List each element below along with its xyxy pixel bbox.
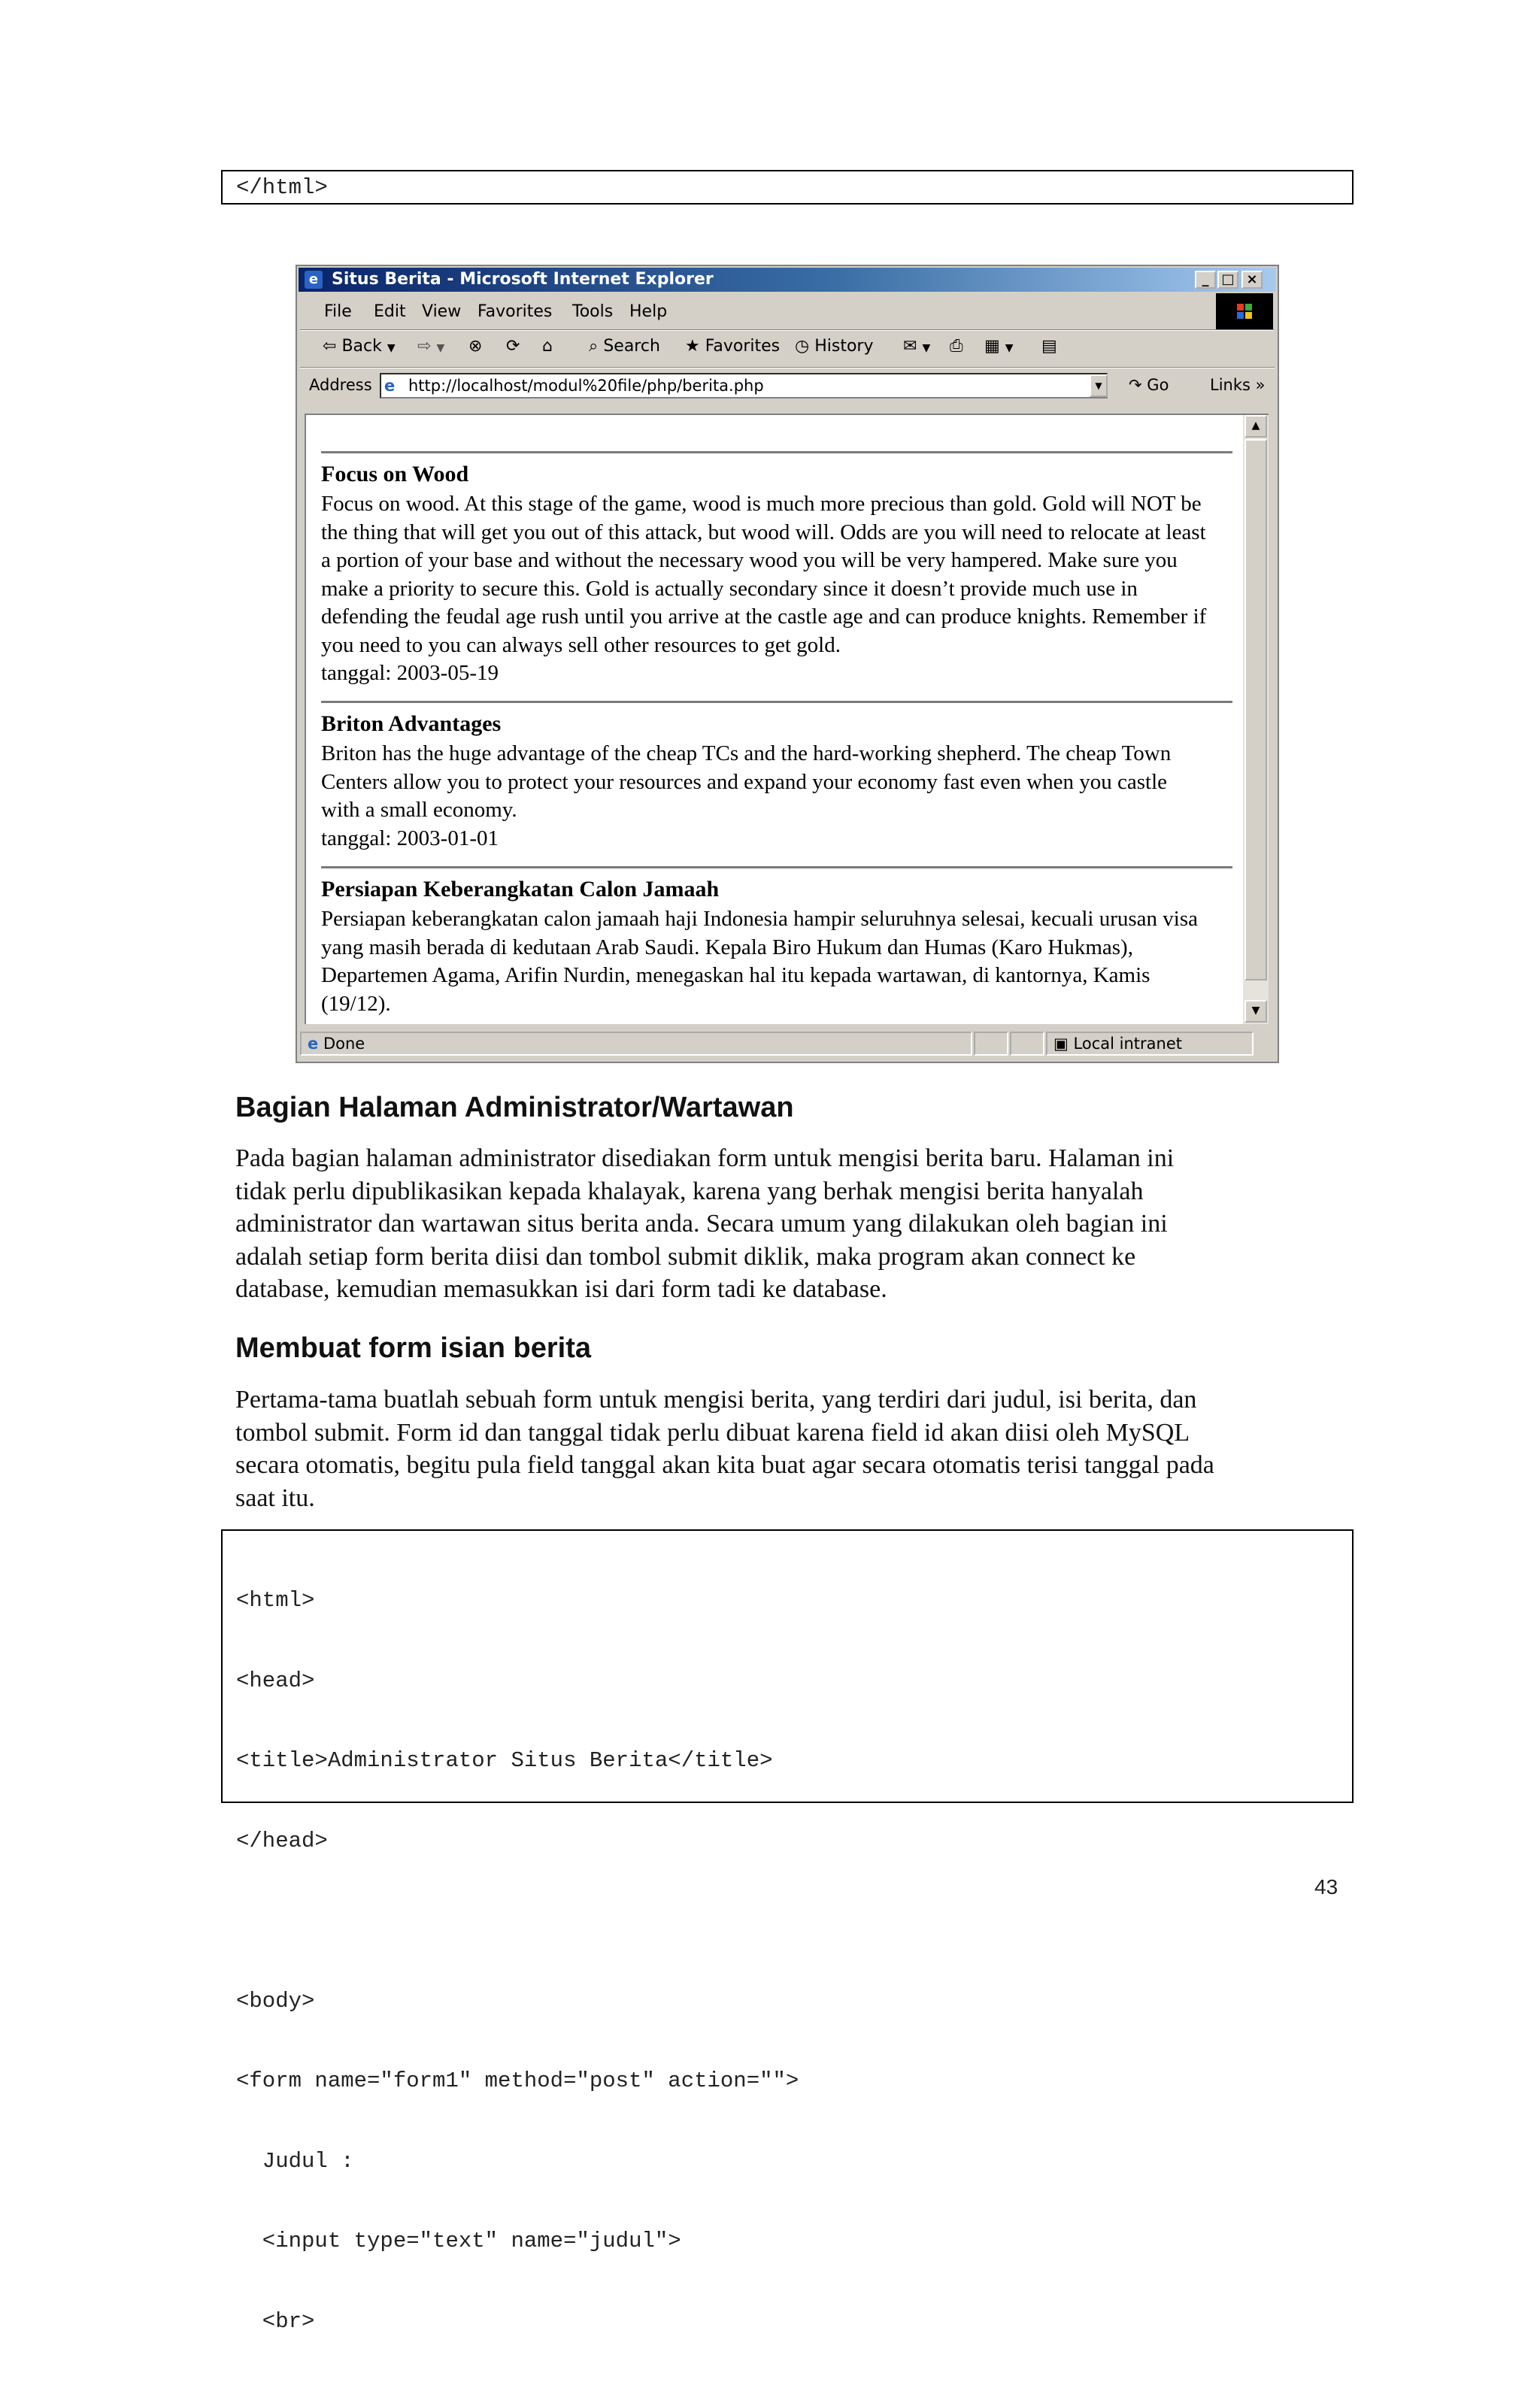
news-line: Briton has the huge advantage of the cheap TCs and the hard-working shepherd. The cheap Town	[321, 741, 1172, 765]
divider	[321, 451, 1232, 453]
divider	[321, 866, 1232, 868]
news-line: (19/12).	[321, 991, 391, 1016]
paragraph	[235, 1383, 1363, 1514]
windows-logo-icon	[1216, 293, 1273, 331]
go-label: Go	[1147, 376, 1169, 394]
news-title: Briton Advantages	[321, 711, 502, 736]
status-bar	[299, 1029, 1276, 1060]
page-icon: e	[308, 1035, 319, 1053]
code-line: <br>	[236, 2308, 315, 2334]
search-label: Search	[603, 337, 660, 356]
links-button[interactable]	[1210, 376, 1266, 394]
code-line: <head>	[236, 1668, 315, 1693]
text-line: administrator dan wartawan situs berita anda. Secara umum yang dilakukan oleh bagian ini	[235, 1210, 1168, 1238]
print-icon[interactable]: ⎙	[950, 337, 963, 356]
window-title: Situs Berita - Microsoft Internet Explorer	[332, 270, 714, 289]
toolbar	[302, 332, 1273, 365]
code-line: Judul :	[236, 2148, 354, 2174]
code-block-top	[221, 170, 1354, 205]
text-line: saat itu.	[235, 1483, 315, 1512]
text-line: secara otomatis, begitu pula field tanggal akan kita buat agar secara otomatis terisi tanggal pada	[235, 1451, 1214, 1479]
history-button[interactable]	[795, 337, 873, 356]
page-content	[305, 414, 1243, 1024]
news-line: the thing that will get you out of this attack, but wood will. Odds are you will need to relocate at least	[321, 520, 1206, 544]
stop-icon[interactable]: ⊗	[468, 337, 483, 356]
links-label: Links	[1210, 376, 1250, 394]
scroll-up-icon[interactable]: ▲	[1244, 415, 1267, 438]
discuss-icon[interactable]: ▤	[1041, 337, 1057, 356]
menu-tools[interactable]: Tools	[572, 302, 614, 321]
code-content	[236, 1534, 799, 2388]
news-line: Departemen Agama, Arifin Nurdin, menegaskan hal itu kepada wartawan, di kantornya, Kamis	[321, 963, 1150, 987]
back-arrow-icon: ⇦	[323, 337, 337, 356]
news-date: tanggal: 2003-01-01	[321, 826, 499, 850]
back-button[interactable]	[323, 337, 396, 356]
search-icon: ⌕	[589, 337, 599, 356]
divider	[300, 329, 1275, 331]
address-label: Address	[309, 376, 372, 394]
minimize-button[interactable]: _	[1195, 271, 1216, 289]
text-line: Pertama-tama buatlah sebuah form untuk mengisi berita, yang terdiri dari judul, isi berita, dan	[235, 1386, 1197, 1414]
close-button[interactable]: ×	[1241, 271, 1263, 289]
code-line: </head>	[236, 1828, 328, 1853]
divider	[321, 701, 1232, 703]
news-body	[321, 905, 1238, 1018]
url-text: http://localhost/modul%20file/php/berita.php	[408, 377, 764, 395]
code-line: <html>	[236, 1588, 315, 1613]
refresh-icon[interactable]: ⟳	[506, 337, 520, 356]
section-heading: Bagian Halaman Administrator/Wartawan	[235, 1092, 794, 1123]
browser-window	[296, 265, 1279, 1063]
go-button[interactable]	[1129, 376, 1169, 394]
paragraph	[235, 1142, 1363, 1306]
go-arrow-icon: ↷	[1129, 376, 1142, 394]
zone-label: Local intranet	[1073, 1035, 1182, 1053]
text-line: tombol submit. Form id dan tanggal tidak perlu dibuat karena field id akan diisi oleh MySQL	[235, 1418, 1190, 1447]
status-cell	[974, 1032, 1008, 1056]
news-body	[321, 490, 1238, 688]
news-body	[321, 740, 1238, 853]
back-label: Back	[341, 337, 382, 356]
status-text	[300, 1032, 972, 1056]
maximize-button[interactable]: □	[1217, 271, 1238, 289]
code-line: </html>	[236, 175, 328, 200]
history-icon: ◷	[795, 337, 810, 356]
news-line: Persiapan keberangkatan calon jamaah haji Indonesia hampir seluruhnya selesai, kecuali urusan visa	[321, 907, 1199, 931]
code-line	[236, 1908, 799, 1935]
favorites-label: Favorites	[705, 337, 781, 356]
address-bar	[302, 370, 1273, 402]
chevron-right-icon: »	[1255, 376, 1266, 394]
page-icon: e	[384, 377, 396, 395]
home-icon[interactable]: ⌂	[542, 337, 553, 356]
intranet-icon: ▣	[1053, 1035, 1069, 1053]
section-heading: Membuat form isian berita	[235, 1332, 591, 1364]
news-line: yang masih berada di kedutaan Arab Saudi. Kepala Biro Hukum dan Humas (Karo Hukmas),	[321, 935, 1133, 959]
menu-help[interactable]: Help	[629, 302, 668, 321]
zone-indicator	[1046, 1032, 1254, 1056]
text-line: adalah setiap form berita diisi dan tombol submit diklik, maka program akan connect ke	[235, 1242, 1136, 1271]
status-cell	[1010, 1032, 1044, 1056]
scroll-down-icon[interactable]: ▼	[1244, 1000, 1267, 1023]
text-line: tidak perlu dipublikasikan kepada khalayak, karena yang berhak mengisi berita hanyalah	[235, 1177, 1144, 1205]
news-line: you need to you can always sell other resources to get gold.	[321, 632, 841, 657]
ie-logo-icon: e	[305, 271, 323, 289]
divider	[300, 367, 1275, 368]
news-date: tanggal: 2003-05-19	[321, 661, 499, 685]
address-input[interactable]	[380, 373, 1108, 399]
favorites-button[interactable]	[685, 337, 780, 356]
page-number: 43	[1314, 1875, 1338, 1899]
title-bar	[299, 268, 1276, 292]
news-line: Focus on wood. At this stage of the game, wood is much more precious than gold. Gold will NOT be	[321, 492, 1202, 516]
news-line: defending the feudal age rush until you arrive at the castle age and can produce knights. Remember if	[321, 605, 1207, 629]
text-line: Pada bagian halaman administrator disediakan form untuk mengisi berita baru. Halaman ini	[235, 1144, 1175, 1172]
vertical-scrollbar[interactable]	[1243, 414, 1269, 1024]
menu-view[interactable]: View	[422, 302, 462, 321]
news-line: a portion of your base and without the necessary wood you will be very hampered. Make sure you	[321, 548, 1178, 572]
dropdown-arrow-icon: ▼	[387, 342, 396, 354]
menu-edit[interactable]: Edit	[374, 302, 406, 321]
news-line: Centers allow you to protect your resources and expand your economy fast even when you castle	[321, 769, 1168, 794]
scroll-thumb[interactable]	[1244, 439, 1267, 980]
news-title: Focus on Wood	[321, 462, 469, 486]
edit-icon[interactable]: ▦ ▼	[984, 337, 1014, 356]
search-button[interactable]	[589, 337, 660, 356]
news-line: make a priority to secure this. Gold is actually secondary since it doesn’t provide much use in	[321, 576, 1138, 601]
forward-button[interactable]: ⇨ ▼	[417, 337, 445, 356]
status-label: Done	[323, 1035, 365, 1053]
news-title: Persiapan Keberangkatan Calon Jamaah	[321, 877, 720, 902]
address-dropdown-icon[interactable]: ▼	[1090, 374, 1108, 397]
code-line: <input type="text" name="judul">	[236, 2229, 681, 2253]
code-line: <body>	[236, 1988, 315, 2014]
code-line: <form name="form1" method="post" action="">	[236, 2068, 799, 2093]
menu-favorites[interactable]: Favorites	[477, 302, 553, 321]
menu-file[interactable]: File	[324, 302, 352, 321]
history-label: History	[814, 337, 874, 356]
favorites-icon: ★	[685, 337, 700, 356]
code-line: <title>Administrator Situs Berita</title>	[236, 1748, 773, 1773]
text-line: database, kemudian memasukkan isi dari form tadi ke database.	[235, 1275, 887, 1303]
mail-icon[interactable]: ✉ ▼	[903, 337, 931, 356]
news-line: with a small economy.	[321, 798, 517, 822]
